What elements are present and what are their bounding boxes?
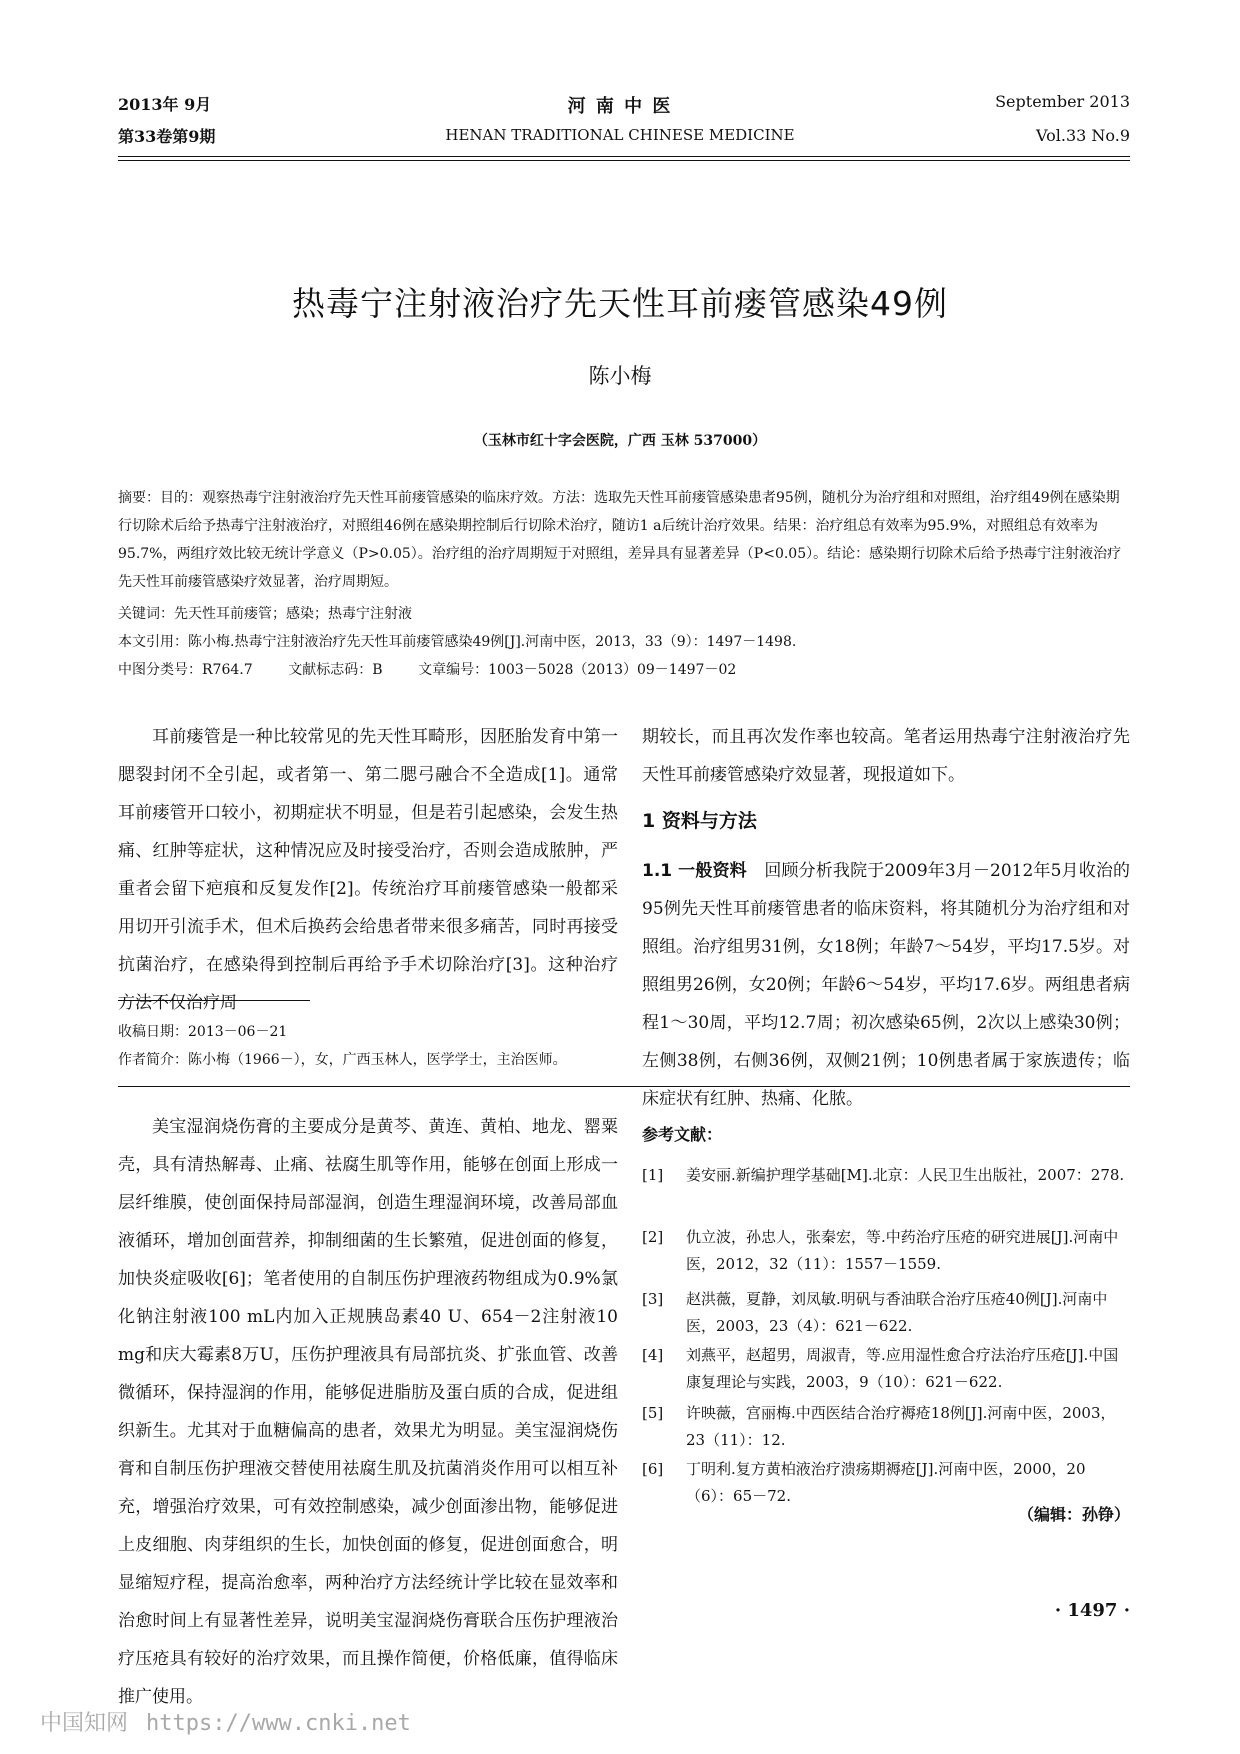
header-journal-cn: 河 南 中 医 (567, 96, 673, 117)
article-affiliation: （玉林市红十字会医院，广西 玉林 537000） (473, 433, 767, 449)
header-date-en: September 2013 (995, 92, 1130, 111)
general-data-paragraph (642, 852, 1130, 1118)
references-heading: 参考文献： (642, 1125, 723, 1144)
reference-number: [4] (642, 1346, 664, 1364)
header-journal-en: HENAN TRADITIONAL CHINESE MEDICINE (445, 126, 795, 144)
reference-item (642, 1286, 1130, 1340)
article-separator (118, 1086, 1130, 1087)
reference-item (642, 1162, 1130, 1189)
reference-number: [6] (642, 1460, 664, 1478)
article-title: 热毒宁注射液治疗先天性耳前瘘管感染49例 (292, 284, 948, 323)
discussion-paragraph: 美宝湿润烧伤膏的主要成分是黄芩、黄连、黄柏、地龙、罂粟壳，具有清热解毒、止痛、祛腐生肌等作用，能够在创面上形成一层纤维膜，使创面保持局部湿润，创造生理湿润环境，改善局部血液循环，增加创面营养，抑制细菌的生长繁殖，促进创面的修复，加快炎症吸收[6]；笔者使用的自制压伤护理液药物组成为0.9%氯化钠注射液100 mL内加入正规胰岛素40 U、654－2注射液10 mg和庆大霉素8万U，压伤护理液具有局部抗炎、扩张血管、改善微循环，保持湿润的作用，能够促进脂肪及蛋白质的合成，促进组织新生。尤其对于血糖偏高的患者，效果尤为明显。美宝湿润烧伤膏和自制压伤护理液交替使用祛腐生肌及抗菌消炎作用可以相互补充，增强治疗效果，可有效控制感染，减少创面渗出物，能够促进上皮细胞、肉芽组织的生长，加快创面的修复，促进创面愈合，明显缩短疗程，提高治愈率，两种治疗方法经统计学比较在显效率和治愈时间上有显著性差异，说明美宝湿润烧伤膏联合压伤护理液治疗压疮具有较好的治疗效果，而且操作简便，价格低廉，值得临床推广使用。 (118, 1117, 618, 1707)
author-bio: 作者简介：陈小梅（1966－），女，广西玉林人，医学学士，主治医师。 (118, 1052, 567, 1068)
cnki-watermark (40, 1706, 411, 1737)
article-author: 陈小梅 (588, 364, 652, 388)
intro-continuation: 期较长，而且再次发作率也较高。笔者运用热毒宁注射液治疗先天性耳前瘘管感染疗效显著，现报道如下。 (642, 727, 1130, 785)
header-rule-thin (118, 160, 1130, 161)
keywords: 关键词：先天性耳前瘘管；感染；热毒宁注射液 (118, 606, 412, 622)
reference-text: 仇立波，孙忠人，张秦宏，等.中药治疗压疮的研究进展[J].河南中医，2012，32（11）：1557－1559. (686, 1228, 1119, 1273)
reference-text: 许映薇，宫丽梅.中西医结合治疗褥疮18例[J].河南中医，2003，23（11）：12. (686, 1404, 1116, 1449)
reference-text: 刘燕平，赵超男，周淑青，等.应用湿性愈合疗法治疗压疮[J].中国康复理论与实践，2003，9（10）：621－622. (686, 1346, 1119, 1391)
header-rule (118, 156, 1130, 157)
header-date-cn: 2013年 9月 (118, 95, 212, 114)
reference-number: [5] (642, 1404, 664, 1422)
reference-number: [1] (642, 1166, 664, 1184)
reference-number: [2] (642, 1228, 664, 1246)
header-volume-cn: 第33卷第9期 (118, 127, 216, 146)
reference-item (642, 1400, 1130, 1454)
classification: 中图分类号：R764.7 文献标志码：B 文章编号：1003－5028（2013）09－1497－02 (118, 662, 737, 678)
received-date: 收稿日期：2013－06－21 (118, 1024, 288, 1040)
reference-item (642, 1342, 1130, 1396)
reference-text: 姜安丽.新编护理学基础[M].北京：人民卫生出版社，2007：278. (686, 1166, 1125, 1184)
citation: 本文引用：陈小梅.热毒宁注射液治疗先天性耳前瘘管感染49例[J].河南中医，2013，33（9）：1497－1498. (118, 634, 797, 650)
subsection-label: 1.1 一般资料 (642, 861, 747, 881)
page-number: · 1497 · (1054, 1600, 1130, 1621)
intro-paragraph: 耳前瘘管是一种比较常见的先天性耳畸形，因胚胎发育中第一腮裂封闭不全引起，或者第一、第二腮弓融合不全造成[1]。通常耳前瘘管开口较小，初期症状不明显，但是若引起感染，会发生热痛、红肿等症状，这种情况应及时接受治疗，否则会造成脓肿，严重者会留下疤痕和反复发作[2]。传统治疗耳前瘘管感染一般都采用切开引流手术，但术后换药会给患者带来很多痛苦，同时再接受抗菌治疗，在感染得到控制后再给予手术切除治疗[3]。这种治疗方法不仅治疗周 (118, 727, 618, 1013)
section-heading: 1 资料与方法 (642, 810, 757, 832)
reference-number: [3] (642, 1290, 664, 1308)
cnki-url[interactable]: https://www.cnki.net (146, 1711, 411, 1736)
header-volume-en: Vol.33 No.9 (1036, 126, 1130, 145)
reference-item (642, 1224, 1130, 1278)
reference-text: 丁明利.复方黄柏液治疗溃疡期褥疮[J].河南中医，2000，20（6）：65－72. (686, 1460, 1086, 1505)
reference-text: 赵洪薇，夏静，刘凤敏.明矾与香油联合治疗压疮40例[J].河南中医，2003，23（4）：621－622. (686, 1290, 1108, 1335)
editor-note: （编辑：孙铮） (1017, 1505, 1130, 1524)
subsection-text: 回顾分析我院于2009年3月－2012年5月收治的95例先天性耳前瘘管患者的临床资料，将其随机分为治疗组和对照组。治疗组男31例，女18例；年龄7～54岁，平均17.5岁。对照组男26例，女20例；年龄6～54岁，平均17.6岁。两组患者病程1～30周，平均12.7周；初次感染65例，2次以上感染30例；左侧38例，右侧36例，双侧21例；10例患者属于家族遗传；临床症状有红肿、热痛、化脓。 (642, 861, 1130, 1109)
footnote-rule (118, 1000, 310, 1001)
abstract: 摘要：目的：观察热毒宁注射液治疗先天性耳前瘘管感染的临床疗效。方法：选取先天性耳前瘘管感染患者95例，随机分为治疗组和对照组，治疗组49例在感染期行切除术后给予热毒宁注射液治疗，对照组46例在感染期控制后行切除术治疗，随访1 a后统计治疗效果。结果：治疗组总有效率为95.9%，对照组总有效率为95.7%，两组疗效比较无统计学意义（P>0.05）。治疗组的治疗周期短于对照组，差异具有显著差异（P<0.05）。结论：感染期行切除术后给予热毒宁注射液治疗先天性耳前瘘管感染疗效显著，治疗周期短。 (118, 490, 1122, 590)
cnki-logo-text: 中国知网 (40, 1711, 129, 1736)
